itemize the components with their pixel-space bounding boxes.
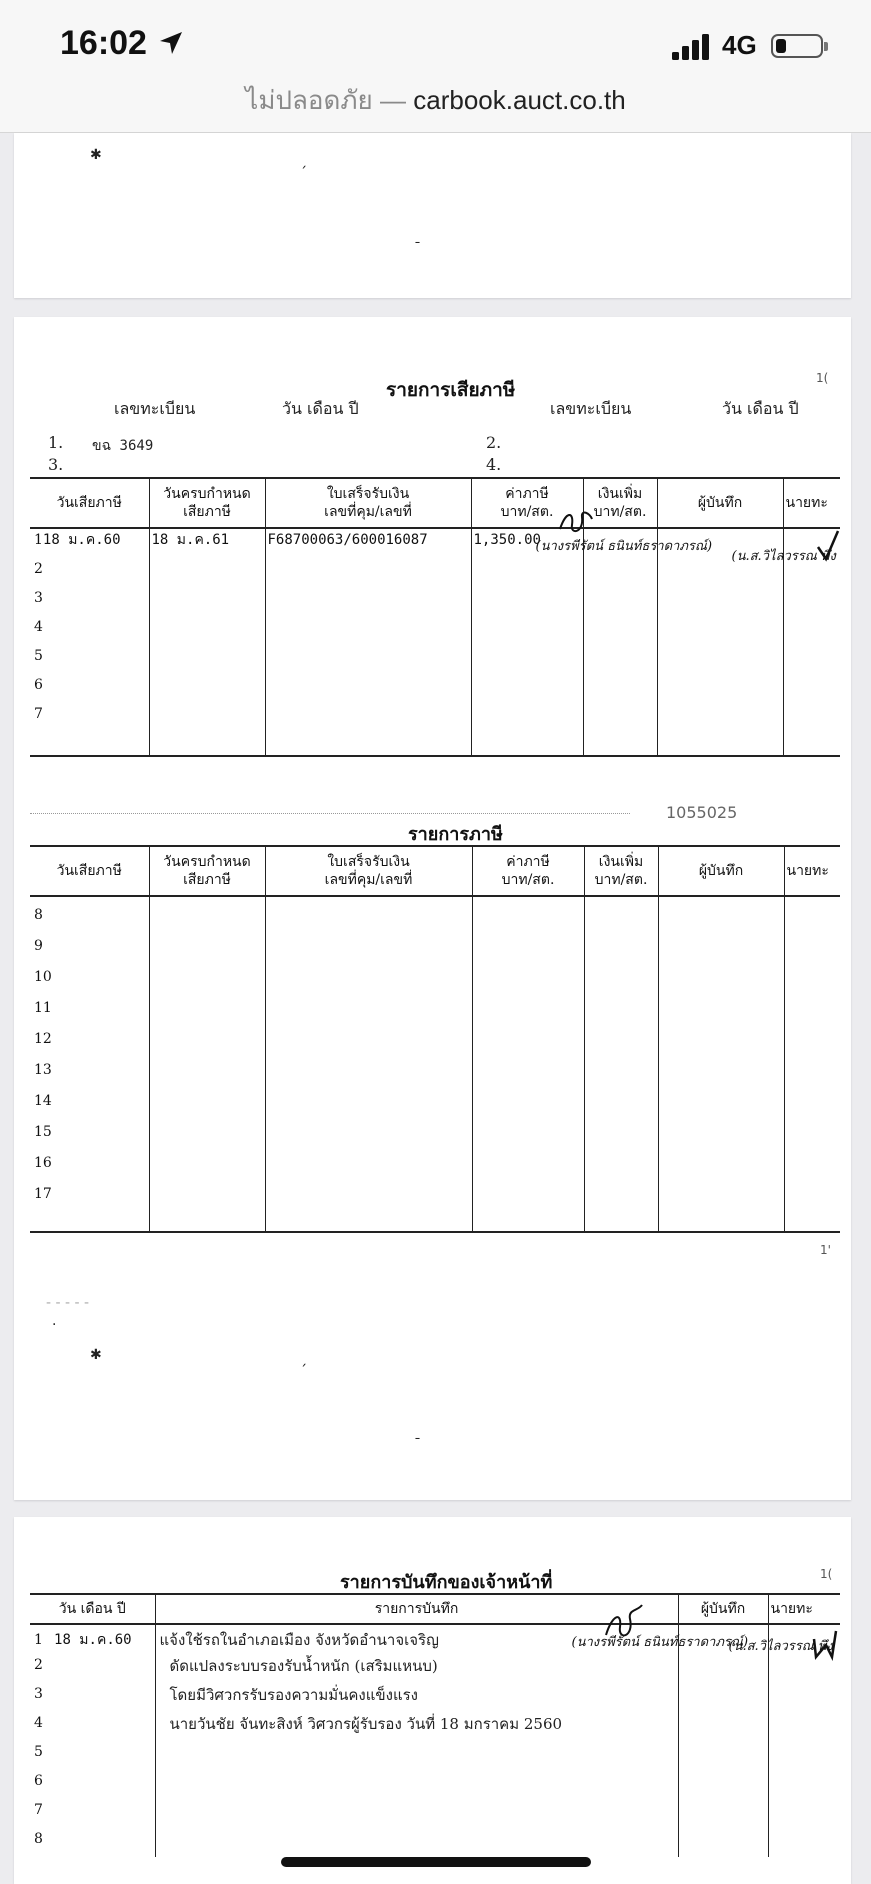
battery-tip [824,42,828,51]
row-number: 8 [34,1831,43,1847]
row-number: 6 [34,677,43,693]
record-text: โดยมีวิศวกรรับรองความมั่นคงแข็งแรง [169,1686,419,1704]
page-corner-number: 1( [820,1567,833,1581]
row-number: 7 [34,1802,43,1818]
record-text: แจ้งใช้รถในอำเภอเมือง จังหวัดอำนาจเจริญ [159,1630,439,1649]
row-number: 8 [34,907,43,923]
col-header: รายการบันทึก [155,1594,678,1624]
col-header: ผู้บันทึก [678,1594,768,1624]
col-header: วันเสียภาษี [30,478,149,528]
officer-record-title: รายการบันทึกของเจ้าหน้าที่ [340,1572,553,1593]
row-number: 1 [34,1631,43,1648]
col-header: ค่าภาษี บาท/สต. [472,846,584,896]
row-number: 12 [34,1031,52,1047]
col-header: เงินเพิ่ม บาท/สต. [584,846,658,896]
table-row [30,674,840,703]
record-text: นายวันชัย จันทะสิงห์ วิศวกรผู้รับรอง วันที่ 18 มกราคม 2560 [169,1715,563,1733]
row-number: 11 [34,1000,52,1016]
table-row [30,1028,840,1059]
row-number: 1 [34,532,43,548]
tax-list-title: รายการภาษี [408,824,503,845]
row-number: 6 [34,1773,43,1789]
status-time: 16:02 [60,24,147,62]
reg-number: 1. [48,433,64,452]
address-bar[interactable] [0,80,871,121]
row-number: 10 [34,969,52,985]
table-row [30,1654,840,1683]
table-row [30,1121,840,1152]
scan-speck: ˍ [414,229,421,245]
signature-scribble [600,1601,646,1645]
table-row [30,1770,840,1799]
tax-amount: 1,350.00 [473,532,541,548]
registrar-name: (น.ส.วิไลวรรณ พึง [728,1639,833,1654]
table-row [30,966,840,997]
row-number: 2 [34,1657,43,1673]
row-number: 14 [34,1093,52,1109]
col-header: ผู้บันทึก [658,846,784,896]
plate-number: ขฉ 3649 [92,438,154,454]
table-row [30,616,840,645]
tax-payment-title: รายการเสียภาษี [386,379,516,401]
table-row [30,1799,840,1828]
reg-number: 4. [486,455,502,474]
table-row [30,703,840,732]
row-number: 3 [34,1686,43,1702]
scan-speck: ✱ [90,1347,102,1363]
due-date: 18 ม.ค.61 [151,532,230,548]
table-row [30,1059,840,1090]
reg-header: วัน เดือน ปี [282,399,359,418]
home-indicator[interactable] [281,1857,591,1867]
col-header: วันครบกำหนด เสียภาษี [149,478,265,528]
check-mark-icon [810,1627,840,1661]
scan-speck: ˏ [300,153,307,169]
table-row [30,1741,840,1770]
receipt-number: F68700063/600016087 [267,532,428,548]
table-row [30,935,840,966]
table-row [30,558,840,587]
insecure-label: ไม่ปลอดภัย [245,85,373,115]
table-row [30,904,840,935]
document-page-top [14,133,851,298]
page-corner-number: 1' [820,1243,831,1257]
reg-header: เลขทะเบียน [114,399,196,418]
col-header: นายทะ [768,1594,840,1624]
document-page-officer [14,1517,851,1884]
officer-record-table [30,1593,840,1857]
table-row [30,1090,840,1121]
url-separator: — [380,85,407,115]
col-header: ใบเสร็จรับเงิน เลขที่คุม/เลขที่ [265,846,472,896]
faint-number: 1055025 [666,803,738,822]
scan-speck: ˏ [300,1351,307,1367]
reg-header: วัน เดือน ปี [722,399,799,418]
scan-speck: ✱ [90,147,102,163]
col-header: นายทะ [783,478,840,528]
battery-icon [771,34,823,58]
table-row [30,1683,840,1712]
row-number: 4 [34,1715,43,1731]
recorder-name: (นางรพีรัตน์ ธนินท์ธราดาภรณ์) [571,1635,749,1650]
col-header: วันครบกำหนด เสียภาษี [149,846,265,896]
col-header: วันเสียภาษี [30,846,149,896]
row-number: 16 [34,1155,52,1171]
record-date: 18 ม.ค.60 [54,1631,132,1648]
cellular-signal-icon [672,34,712,60]
network-type: 4G [722,30,757,60]
table-row [30,1152,840,1183]
row-number: 17 [34,1186,52,1202]
row-number: 5 [34,1744,43,1760]
col-header: ผู้บันทึก [657,478,783,528]
tax-date: 18 ม.ค.60 [42,532,121,548]
col-header: นายทะ [784,846,840,896]
record-text: ดัดแปลงระบบรองรับน้ำหนัก (เสริมแหนบ) [169,1657,438,1675]
table-row [30,1712,840,1741]
check-mark-icon [814,529,842,563]
tax-payment-table [30,477,840,757]
location-arrow-icon [158,30,184,56]
table-row [30,997,840,1028]
faint-divider [30,813,630,814]
col-header: เงินเพิ่ม บาท/สต. [583,478,657,528]
scan-speck: - - - - - [46,1295,90,1311]
table-row [30,1183,840,1214]
table-row [30,528,840,558]
scan-speck: ˍ [414,1425,421,1441]
reg-number: 3. [48,455,64,474]
row-number: 5 [34,648,43,664]
reg-header: เลขทะเบียน [550,399,632,418]
table-row [30,1828,840,1857]
url-domain: carbook.auct.co.th [413,85,626,115]
row-number: 3 [34,590,43,606]
col-header: ค่าภาษี บาท/สต. [471,478,583,528]
col-header: วัน เดือน ปี [30,1594,155,1624]
signature-scribble [556,505,596,537]
table-row [30,1624,840,1654]
col-header: ใบเสร็จรับเงิน เลขที่คุม/เลขที่ [265,478,471,528]
row-number: 9 [34,938,43,954]
row-number: 15 [34,1124,52,1140]
row-number: 4 [34,619,43,635]
row-number: 7 [34,706,43,722]
registrar-name: (น.ส.วิไลวรรณ พึง [731,549,836,564]
scan-speck: . [52,1313,57,1329]
reg-number: 2. [486,433,502,452]
row-number: 2 [34,561,43,577]
table-row [30,645,840,674]
browser-top-bar [0,0,871,133]
table-row [30,587,840,616]
row-number: 13 [34,1062,52,1078]
document-page-tax [14,317,851,1500]
tax-list-table [30,845,840,1233]
page-corner-number: 1( [816,371,829,385]
recorder-name: (นางรพีรัตน์ ธนินท์ธราดาภรณ์) [535,539,713,554]
